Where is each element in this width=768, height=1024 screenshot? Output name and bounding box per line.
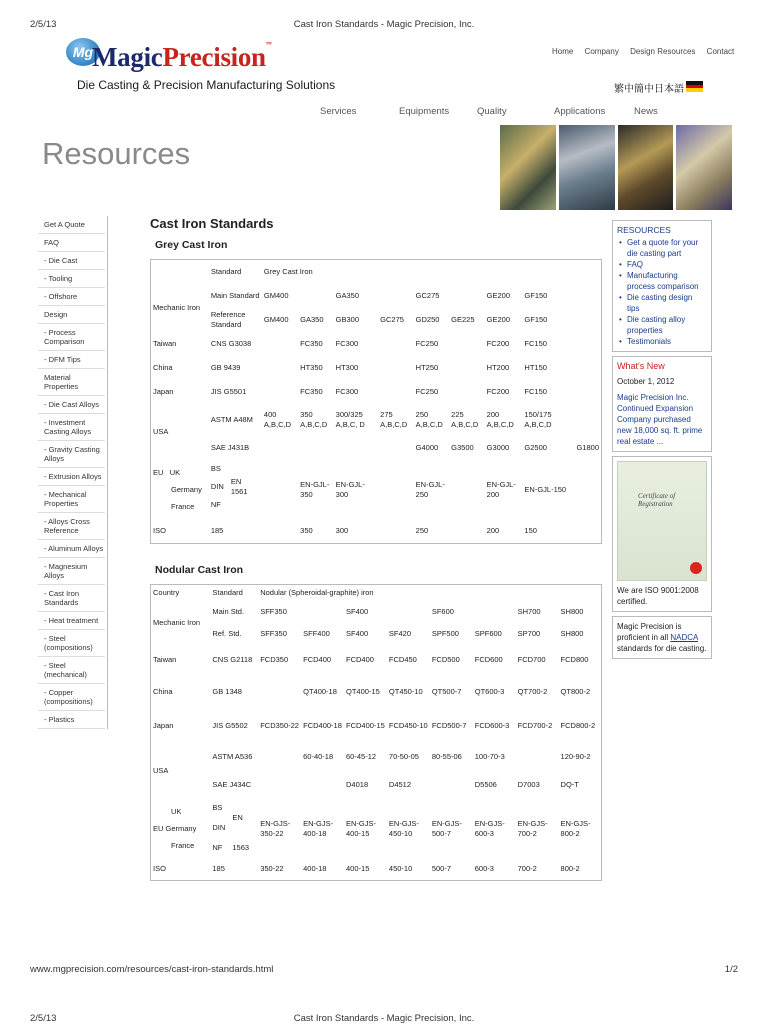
sidebar-item[interactable]: - Die Cast Alloys [38,396,105,414]
table-cell: HT150 [524,362,547,372]
table-cell [258,675,301,709]
table-cell: Reference Standard [210,309,246,329]
table-cell: D4018 [346,779,369,789]
table-cell: 400 A,B,C,D [263,409,292,429]
table-cell: SF420 [388,628,412,638]
main-nav-applications[interactable]: Applications [554,106,606,117]
table-cell: GA350 [335,290,360,300]
print-title-2: Cast Iron Standards - Magic Precision, Inc. [293,1013,475,1024]
table-cell: GF150 [524,290,548,300]
print-date-2: 2/5/13 [30,1013,57,1024]
table-cell: HT200 [486,362,510,372]
table-cell: GD250 [415,314,440,324]
table-cell: EU UK Germany France [153,467,202,511]
logo-name: MagicPrecision™ [92,42,272,72]
nadca-link[interactable]: NADCA [670,633,698,642]
top-nav-contact[interactable]: Contact [706,47,735,56]
sidebar-item[interactable]: - Steel (compositions) [38,630,105,657]
table-cell: D5506 [474,779,497,789]
header-photos [500,125,732,210]
machine-photo [618,125,674,210]
table-cell: 350-22 [260,864,284,874]
sidebar-item[interactable]: FAQ [38,234,105,252]
sidebar-item[interactable]: - Mechanical Properties [38,486,105,513]
sidebar-item[interactable]: - Alloys Cross Reference [38,513,105,540]
table-cell: Mechanic Iron [153,302,201,312]
table-cell: FC250 [415,386,439,396]
table-cell: 450-10 [388,864,413,874]
table-cell: FC350 [300,338,323,348]
table-cell: 200 A,B,C,D [486,409,514,429]
sidebar-item[interactable]: - Copper (compositions) [38,684,105,711]
print-header [30,19,738,31]
resources-list [617,237,707,347]
table-cell: China [153,686,173,696]
table-cell: EN-GJS-400-15 [346,818,377,838]
table-cell: EN-GJL-300 [335,479,365,499]
table-cell: ISO [153,864,166,874]
table-cell: EN-GJS-700-2 [517,818,548,838]
news-link[interactable]: Magic Precision Inc. Continued Expansion Company purchased new 18,000 sq. ft. prime real estate ... [617,393,703,446]
sidebar-item[interactable]: - Process Comparison [38,324,105,351]
table-cell: QT400-18 [303,686,337,696]
print-title: Cast Iron Standards - Magic Precision, Inc. [293,19,475,30]
table-cell: QT600-3 [474,686,505,696]
table-cell: ISO [153,526,166,536]
table-cell: 400-18 [303,864,327,874]
right-sidebar [612,220,712,659]
resource-link[interactable]: • Manufacturing process comparison [617,270,707,292]
main-nav-services[interactable]: Services [320,106,357,117]
table-cell: USA [153,765,169,775]
table-cell: FCD400 [303,654,332,664]
table-cell: GE225 [451,314,475,324]
table-cell: Mechanic Iron [153,617,201,627]
table-cell [449,332,485,356]
table-cell: SFF400 [303,628,330,638]
sidebar-item[interactable]: Get A Quote [38,216,105,234]
table-cell [430,771,473,799]
top-nav [552,47,743,56]
table-cell: FCD700 [517,654,546,664]
factory-photo [500,125,556,210]
table-cell: UK EU Germany France [153,806,197,850]
table-cell: HT250 [415,362,439,372]
news-date: October 1, 2012 [617,377,675,386]
table-cell: SF400 [346,606,369,616]
sidebar-item[interactable]: - Die Cast [38,252,105,270]
table-cell: 275 A,B,C,D [380,409,408,429]
table-cell: 80-55-06 [431,751,462,761]
resource-link[interactable]: • Die casting design tips [617,292,707,314]
table-cell: FCD800 [560,654,589,664]
print-date: 2/5/13 [30,19,57,30]
table-cell: FCD350 [260,654,289,664]
table-cell: CNS G3038 [210,338,252,348]
table-cell: GC275 [380,314,404,324]
table-cell: SH700 [517,606,541,616]
table-cell: FC300 [335,338,359,348]
table-cell: EN-GJS-350-22 [260,818,291,838]
table-cell: JIS G5502 [212,720,248,730]
table-cell [378,332,414,356]
table-cell: 350 [300,526,313,536]
sidebar-item[interactable]: - Heat treatment [38,612,105,630]
table-cell: Ref. Std. [212,628,242,638]
table-cell: GF150 [524,314,548,324]
table-cell [262,380,298,404]
table-cell: 600-3 [474,864,494,874]
logo[interactable] [66,38,336,98]
main-nav-news[interactable]: News [634,106,658,117]
table-cell: GA350 [300,314,324,324]
table-cell: 400-15 [346,864,370,874]
table-cell: EN-GJS-600-3 [474,818,505,838]
sidebar-item[interactable]: Design [38,306,105,324]
table-cell: 250 [415,526,429,536]
table-cell: 100-70-3 [474,751,505,761]
table-cell: BS DIN NF EN 1561 [210,463,248,509]
table-cell: FCD600 [474,654,503,664]
table-cell: BS DIN NF EN 1563 [212,802,250,852]
table-cell [262,460,298,520]
table-cell: Taiwan [153,654,177,664]
sidebar-item[interactable]: - Extrusion Alloys [38,468,105,486]
sidebar-item[interactable]: - Magnesium Alloys [38,558,105,585]
table-cell: 350 A,B,C,D [300,409,328,429]
table-cell: SFF350 [260,606,287,616]
table-cell: HT300 [335,362,359,372]
table-cell: USA [153,426,169,436]
table-cell: EN-GJS-800-2 [560,818,591,838]
sidebar-item[interactable]: - Cast Iron Standards [38,585,105,612]
table-cell: D7003 [517,779,540,789]
table-cell: 700-2 [517,864,537,874]
logo-tagline: Die Casting & Precision Manufacturing Solutions [77,78,336,92]
table-cell: JIS G5501 [210,386,247,396]
table-cell: FCD350-22 [260,720,299,730]
table-cell: QT700-2 [517,686,548,696]
table-cell: DQ-T [560,779,579,789]
sidebar-item[interactable]: - DFM Tips [38,351,105,369]
table-cell [516,743,559,771]
table-cell: EN-GJL-350 [300,479,330,499]
table-cell: QT400-15 [346,686,380,696]
table-cell: FCD700-2 [517,720,553,730]
table-cell: EN-GJL-150 [524,484,567,494]
sidebar-item[interactable]: - Tooling [38,270,105,288]
table-cell: Grey Cast Iron [263,266,313,276]
table-cell [378,520,414,544]
nodular-cast-iron-table [150,584,602,881]
table-cell: EN-GJS-500-7 [431,818,462,838]
table-cell: GM400 [263,314,289,324]
workers-photo [559,125,615,210]
table-cell: 300/325 A,B,C, D [335,409,365,429]
table-cell: GC275 [415,290,440,300]
top-nav-company[interactable]: Company [584,47,619,56]
sidebar-item[interactable]: Material Properties [38,369,105,396]
table-cell: FCD600-3 [474,720,510,730]
grey-cast-iron-table [150,259,602,544]
table-cell: China [153,362,173,372]
table-cell [151,260,209,284]
table-cell: FC350 [300,386,323,396]
table-cell: GB 9439 [210,362,241,372]
table-cell: 500-7 [431,864,452,874]
sidebar-nav [38,216,108,729]
table-cell: FCD500-7 [431,720,467,730]
table-cell [262,520,298,544]
table-cell: GE200 [486,290,511,300]
table-cell: 800-2 [560,864,580,874]
table-cell: SH800 [560,606,584,616]
table-cell: QT450-10 [388,686,423,696]
table-cell: ASTM A536 [212,751,253,761]
table-cell: GB 1348 [212,686,242,696]
hero-title: Resources [42,136,191,171]
table-cell: SPF500 [431,628,459,638]
sidebar-item[interactable]: - Steel (mechanical) [38,657,105,684]
table-cell: Nodular (Spheroidal-graphite) iron [260,587,374,597]
table-cell: FC200 [486,338,510,348]
table-cell: SPF600 [474,628,502,638]
certificate-seal-icon [690,562,702,574]
whats-new-box [612,356,712,452]
table-cell: QT500-7 [431,686,462,696]
grey-section-title: Grey Cast Iron [155,239,228,251]
table-cell: SP700 [517,628,541,638]
table-cell: FC300 [335,386,359,396]
table-cell: 150 [524,526,537,536]
print-page: 1/2 [724,964,738,975]
iso-cert-box [612,456,712,612]
table-cell: Taiwan [153,338,177,348]
main-nav-quality[interactable]: Quality [477,106,507,117]
table-cell [378,380,414,404]
table-cell: CNS G2118 [212,654,253,664]
nadca-box: Magic Precision is proficient in all NADCA standards for die casting. [612,616,712,659]
resource-link[interactable]: • FAQ [617,259,707,270]
table-cell: Japan [153,386,174,396]
table-cell: FCD400 [346,654,374,664]
main-content [150,216,602,881]
table-cell: D4512 [388,779,412,789]
german-flag-icon[interactable] [686,81,703,92]
resources-title: RESOURCES [617,225,671,235]
sidebar-item[interactable]: - Plastics [38,711,105,729]
sidebar-item[interactable]: - Aluminum Alloys [38,540,105,558]
table-cell: SFF350 [260,628,287,638]
table-cell [262,332,298,356]
table-cell: Standard [210,266,242,276]
table-cell [378,460,414,520]
table-cell: 200 [486,526,500,536]
table-cell: Japan [153,720,174,730]
table-cell: G4000 [415,442,439,452]
table-cell: FCD450-10 [388,720,428,730]
table-cell [262,436,414,460]
table-cell: G1800 [576,442,599,452]
table-cell: FCD500 [431,654,460,664]
table-cell: FCD450 [388,654,417,664]
table-cell: GM400 [263,290,289,300]
table-cell: SAE J434C [212,779,252,789]
table-cell: Standard [212,587,243,597]
table-cell: ASTM A48M [210,414,253,424]
table-cell: SH800 [560,628,584,638]
table-cell: 60-40-18 [303,751,334,761]
table-cell: FCD400-18 [303,720,342,730]
table-cell: EN-GJL-200 [486,479,516,499]
table-cell: Country [153,587,180,597]
top-nav-home[interactable]: Home [552,47,574,56]
iso-certificate-image[interactable]: Certificate of Registration [617,461,707,581]
sidebar-item[interactable]: - Offshore [38,288,105,306]
table-cell: Main Std. [212,606,245,616]
table-cell: EN-GJS-450-10 [388,818,419,838]
table-cell: 120-90-2 [560,751,591,761]
table-cell: SF600 [431,606,454,616]
nodular-section-title: Nodular Cast Iron [155,564,244,576]
table-cell [449,520,485,544]
table-cell: 150/175 A,B,C,D [524,409,552,429]
top-nav-design-resources[interactable]: Design Resources [630,47,696,56]
table-cell: 225 A,B,C,D [451,409,479,429]
table-cell: 70-50-05 [388,751,419,761]
print-header-next [30,1013,738,1024]
table-cell: QT800-2 [560,686,591,696]
sidebar-item[interactable]: - Investment Casting Alloys [38,414,105,441]
table-cell: EN-GJL-250 [415,479,445,499]
table-cell: G3000 [486,442,510,452]
table-cell: 185 [210,526,224,536]
table-cell: FC150 [524,338,547,348]
iso-caption: We are ISO 9001:2008 certified. [617,586,699,606]
print-url: www.mgprecision.com/resources/cast-iron-standards.html [30,964,274,975]
table-cell: SAE J431B [210,442,250,452]
table-cell [449,380,485,404]
table-cell [258,743,301,771]
table-cell: FC250 [415,338,439,348]
table-cell: Main Standard [210,290,260,300]
table-cell: 60-45-12 [346,751,377,761]
table-cell: FCD400-15 [346,720,385,730]
table-cell: HT350 [300,362,323,372]
table-cell: 250 A,B,C,D [415,409,443,429]
table-cell: FC150 [524,386,547,396]
resource-link[interactable]: • Testimonials [617,336,707,347]
table-cell: 300 [335,526,349,536]
resources-box [612,220,712,352]
table-cell [449,460,485,520]
language-links[interactable]: 繁中簡中日本語 [614,84,684,95]
table-cell: FC200 [486,386,510,396]
page-title: Cast Iron Standards [150,216,274,231]
whats-new-title: What's New [617,361,665,371]
print-footer [30,964,738,976]
table-cell: G2500 [524,442,547,452]
table-cell: SF400 [346,628,369,638]
table-cell [378,356,414,380]
table-cell: 185 [212,864,225,874]
table-cell: FCD800-2 [560,720,596,730]
table-cell: G3500 [451,442,474,452]
sidebar-item[interactable]: - Gravity Casting Alloys [38,441,105,468]
table-cell: GB300 [335,314,360,324]
table-cell [262,356,298,380]
table-cell: GE200 [486,314,511,324]
table-cell [449,356,485,380]
table-cell [258,771,344,799]
resource-link[interactable]: • Get a quote for your die casting part [617,237,707,259]
table-cell: EN-GJS-400-18 [303,818,334,838]
logo-badge: Mg [66,38,100,66]
resource-link[interactable]: • Die casting alloy properties [617,314,707,336]
inspection-photo [676,125,732,210]
main-nav-equipments[interactable]: Equipments [399,106,450,117]
